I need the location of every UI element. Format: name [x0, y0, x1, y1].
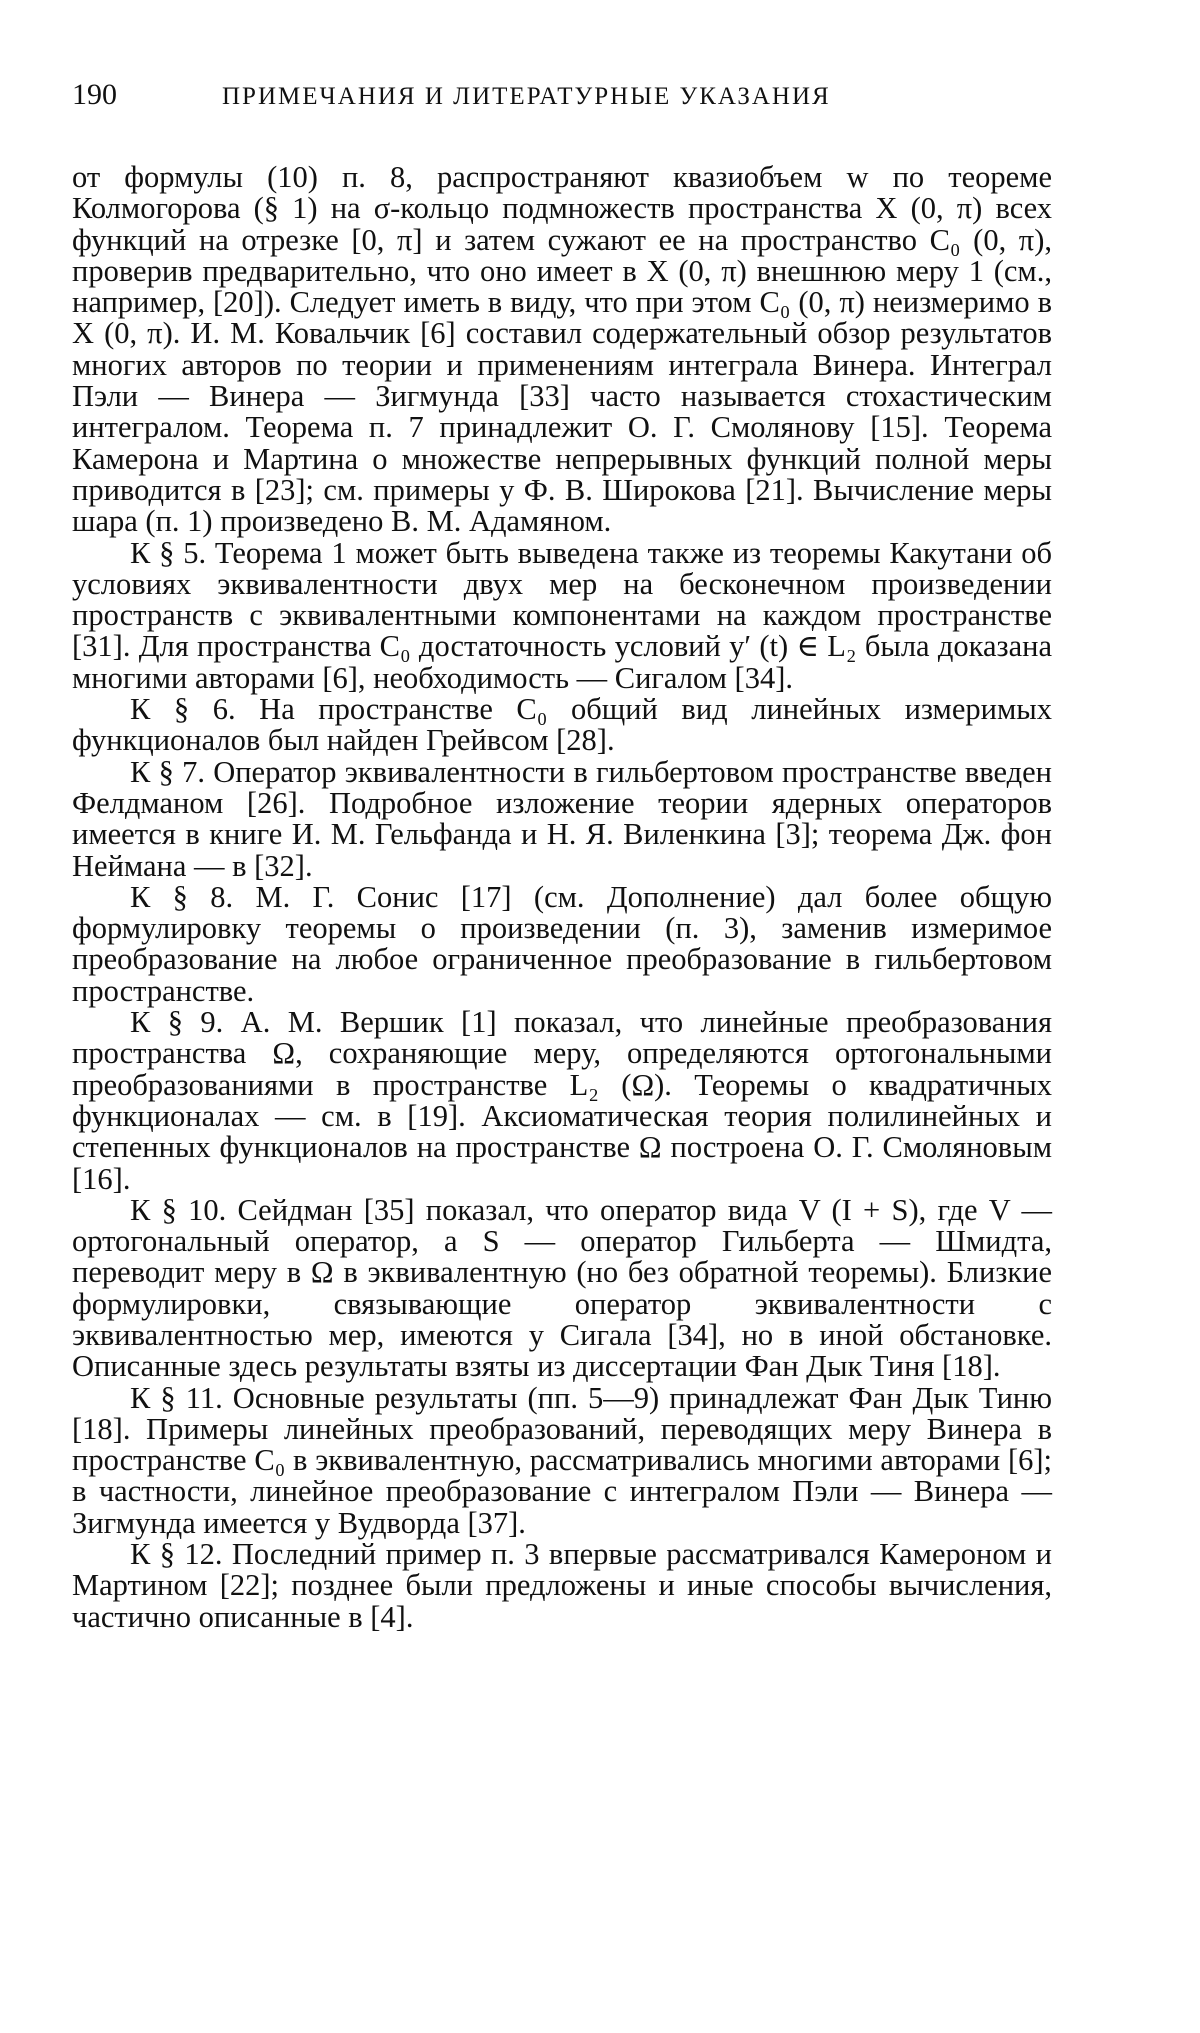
- running-head: [72, 78, 1052, 130]
- running-title: ПРИМЕЧАНИЯ И ЛИТЕРАТУРНЫЕ УКАЗАНИЯ: [222, 83, 831, 110]
- page-number: 190: [72, 78, 117, 111]
- paragraph-section-8: К § 8. М. Г. Сонис [17] (см. Дополнение) дал более общую формулировку теоремы о произведении (п. 3), заменив измеримое преобразование на любое ограниченное преобразование в гильбертовом пространстве.: [72, 879, 1052, 1008]
- paragraph-section-7: К § 7. Оператор эквивалентности в гильбертовом пространстве введен Фелдманом [26]. Подробное изложение теории ядерных операторов имеется в книге И. М. Гельфанда и Н. Я. Виленкина [3]; теорема Дж. фон Неймана — в [32].: [72, 754, 1052, 883]
- paragraph-section-5: К § 5. Теорема 1 может быть выведена также из теоремы Какутани об условиях эквивалентности двух мер на бесконечном произведении пространств с эквивалентными компонентами на каждом пространстве [31]. Для пространства C₀ достаточность условий y′ (t) ∈ L₂ была доказана многими авторами [6], необходимость — Сигалом [34].: [72, 535, 1052, 695]
- paragraph-section-6: К § 6. На пространстве C₀ общий вид линейных измеримых функционалов был найден Грейвсом [28].: [72, 692, 1052, 758]
- paragraph-continuation: от формулы (10) п. 8, распространяют квазиобъем w по теореме Колмогорова (§ 1) на σ-кольцо подмножеств пространства X (0, π) всех функций на отрезке [0, π] и затем сужают ее на пространство C₀ (0, π), проверив предварительно, что оно имеет в X (0, π) внешнюю меру 1 (см., например, [20]). Следует иметь в виду, что при этом C₀ (0, π) неизмеримо в X (0, π). И. М. Ковальчик [6] составил содержательный обзор результатов многих авторов по теории и применениям интеграла Винера. Интеграл Пэли — Винера — Зигмунда [33] часто называется стохастическим интегралом. Теорема п. 7 принадлежит О. Г. Смолянову [15]. Теорема Камерона и Мартина о множестве непрерывных функций полной меры приводится в [23]; см. примеры у Ф. В. Широкова [21]. Вычисление меры шара (п. 1) произведено В. М. Адамяном.: [72, 160, 1052, 539]
- book-page: [72, 78, 1052, 1633]
- paragraph-section-12: К § 12. Последний пример п. 3 впервые рассматривался Камероном и Мартином [22]; позднее были предложены и иные способы вычисления, частично описанные в [4].: [72, 1537, 1052, 1634]
- paragraph-section-9: К § 9. А. М. Вершик [1] показал, что линейные преобразования пространства Ω, сохраняющие меру, определяются ортогональными преобразованиями в пространстве L₂ (Ω). Теоремы о квадратичных функционалах — см. в [19]. Аксиоматическая теория полилинейных и степенных функционалов на пространстве Ω построена О. Г. Смоляновым [16].: [72, 1005, 1052, 1196]
- paragraph-section-10: К § 10. Сейдман [35] показал, что оператор вида V (I + S), где V — ортогональный оператор, а S — оператор Гильберта — Шмидта, переводит меру в Ω в эквивалентную (но без обратной теоремы). Близкие формулировки, связывающие оператор эквивалентности с эквивалентностью мер, имеются у Сигала [34], но в иной обстановке. Описанные здесь результаты взяты из диссертации Фан Дык Тиня [18].: [72, 1192, 1052, 1384]
- body-text: [72, 162, 1052, 1633]
- paragraph-section-11: К § 11. Основные результаты (пп. 5—9) принадлежат Фан Дык Тиню [18]. Примеры линейных преобразований, переводящих меру Винера в пространстве C₀ в эквивалентную, рассматривались многими авторами [6]; в частности, линейное преобразование с интегралом Пэли — Винера — Зигмунда имеется у Вудворда [37].: [72, 1380, 1052, 1540]
